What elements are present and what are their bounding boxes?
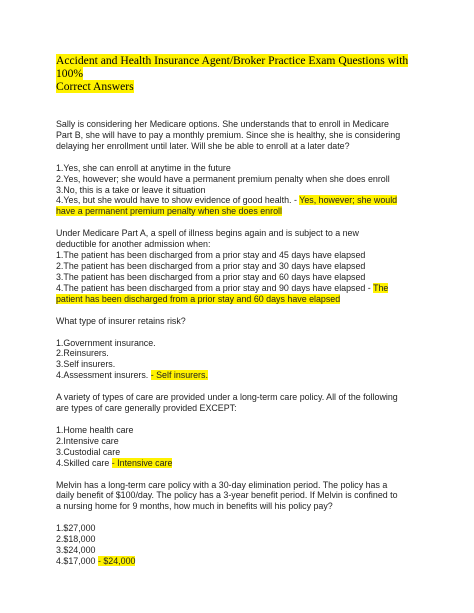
correct-answer-highlight: Yes, however; she would: [299, 195, 398, 206]
answer-option-text: 4.Yes, but she would have to show evidence of good health. -: [56, 195, 300, 206]
answer-option: 3.Custodial care: [56, 446, 121, 457]
title-line-1: Accident and Health Insurance Agent/Broker Practice Exam Questions with 100%: [56, 54, 409, 80]
answer-option: 1.$27,000: [56, 523, 96, 534]
answer-option: 3.Self insurers.: [56, 359, 116, 370]
question-text-line: Part B, she will have to pay a monthly premium. Since she is healthy, she is considering: [56, 129, 401, 140]
answer-option: 2.Yes, however; she would have a permanent premium penalty when she does enroll: [56, 173, 390, 184]
question-text-line: A variety of types of care are provided under a long-term care policy. All of the following: [56, 392, 398, 403]
question-text-line: daily benefit of $100/day. The policy has a 3-year benefit period. If Melvin is confined to: [56, 490, 398, 501]
question-text-line: delaying her enrollment until later. Will she be able to enroll at a later date?: [56, 140, 350, 151]
answer-option: [56, 458, 434, 469]
answer-option: 1.Home health care: [56, 424, 134, 435]
question-text-line: Sally is considering her Medicare options. She understands that to enroll in Medicare: [56, 119, 389, 129]
answer-option-text: 4.The patient has been discharged from a prior stay and 90 days have elapsed -: [56, 282, 374, 293]
answer-option: 2.$18,000: [56, 534, 96, 545]
correct-answer-highlight: have a permanent premium penalty when she does enroll: [56, 206, 282, 217]
answer-option: 1.Yes, she can enroll at anytime in the future: [56, 162, 231, 173]
correct-answer-highlight: - Intensive care: [111, 457, 173, 468]
answer-option-continued: [56, 294, 434, 305]
answer-option: [56, 556, 434, 567]
answer-option: 3.The patient has been discharged from a prior stay and 60 days have elapsed: [56, 271, 366, 282]
answer-option: 3.No, this is a take or leave it situation: [56, 184, 206, 195]
answer-option-text: 4.Assessment insurers.: [56, 370, 151, 381]
answer-option: 2.Intensive care: [56, 435, 119, 446]
answer-option: 2.Reinsurers.: [56, 348, 109, 359]
question-text-line: deductible for another admission when:: [56, 239, 211, 250]
answer-option-text: 4.$17,000: [56, 556, 98, 566]
question-5: [56, 480, 434, 567]
question-text-line: are types of care generally provided EXCEPT:: [56, 403, 237, 414]
question-2: [56, 228, 434, 304]
question-4: [56, 392, 434, 468]
correct-answer-highlight: The: [373, 282, 389, 293]
correct-answer-highlight: - Self insurers.: [150, 370, 208, 381]
title-line-2: Correct Answers: [56, 80, 134, 93]
document-title: [56, 54, 434, 93]
question-text-line: Melvin has a long-term care policy with a 30-day elimination period. The policy has a: [56, 479, 388, 490]
question-text-line: a nursing home for 9 months, how much in benefits will his policy pay?: [56, 501, 333, 512]
question-text-line: What type of insurer retains risk?: [56, 315, 186, 326]
answer-option: 1.Government insurance.: [56, 337, 156, 348]
correct-answer-highlight: patient has been discharged from a prior stay and 60 days have elapsed: [56, 293, 341, 304]
answer-option: [56, 195, 434, 206]
question-1: [56, 119, 434, 217]
answer-option-text: 4.Skilled care: [56, 457, 112, 468]
answer-option: 2.The patient has been discharged from a prior stay and 30 days have elapsed: [56, 260, 366, 271]
answer-option: [56, 370, 434, 381]
answer-option: 1.The patient has been discharged from a prior stay and 45 days have elapsed: [56, 250, 366, 261]
correct-answer-highlight: - $24,000: [97, 556, 136, 566]
question-text-line: Under Medicare Part A, a spell of illness begins again and is subject to a new: [56, 228, 359, 239]
answer-option-continued: [56, 206, 434, 217]
answer-option: [56, 283, 434, 294]
question-3: [56, 316, 434, 382]
answer-option: 3.$24,000: [56, 545, 96, 556]
